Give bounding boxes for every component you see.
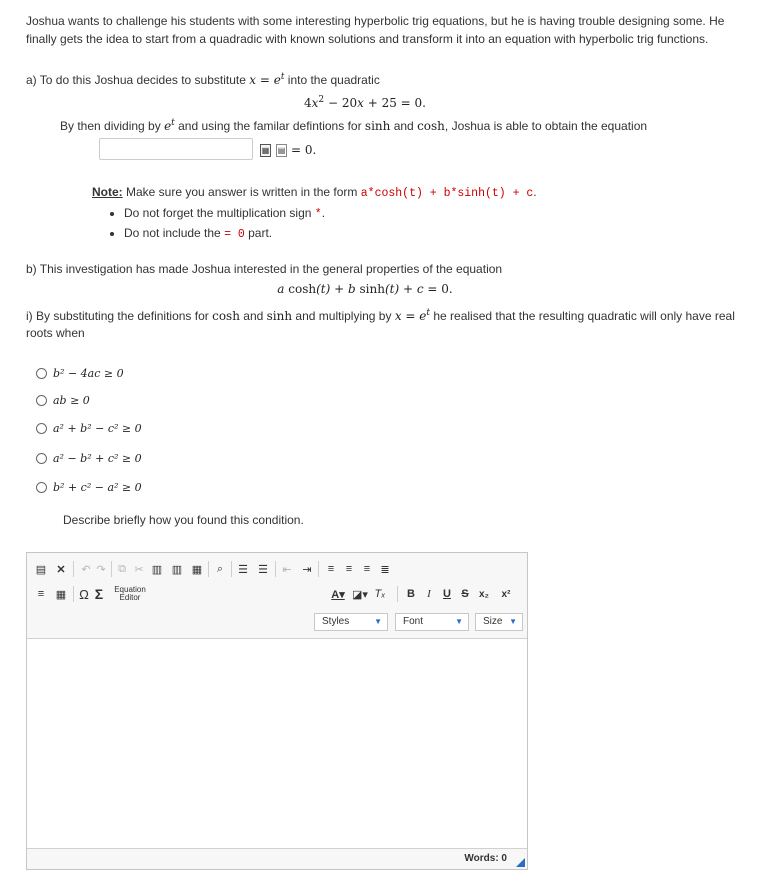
paste-word-icon[interactable]: ▦ xyxy=(191,563,203,576)
option-4[interactable] xyxy=(36,450,142,466)
intro-line-1: Joshua wants to challenge his students with some interesting hyperbolic trig equations, but he is having trouble designing some. He xyxy=(26,14,725,28)
eq-end: = 0. xyxy=(423,282,453,296)
validation-icon[interactable]: ▤ xyxy=(277,146,286,155)
editor-text-area[interactable] xyxy=(27,639,527,849)
cut-icon[interactable]: ✂ xyxy=(134,563,144,576)
part-a-prefix: a) To do this Joshua decides to substitute xyxy=(26,73,250,87)
bullet1-star: * xyxy=(314,208,322,221)
bullet1-text: Do not forget the multiplication sign xyxy=(124,206,315,220)
text-color-icon[interactable]: A▾ xyxy=(331,588,345,601)
align-justify-icon[interactable]: ≣ xyxy=(380,563,390,576)
find-icon[interactable]: ⌕ xyxy=(216,562,224,575)
bulleted-list-icon[interactable]: ☰ xyxy=(258,563,268,576)
i-and: and xyxy=(239,309,267,323)
formula-preview-icon[interactable]: ▦ xyxy=(261,146,270,155)
i-e: e xyxy=(419,309,427,323)
undo-icon[interactable]: ↶ xyxy=(81,563,91,576)
note-list xyxy=(92,204,652,244)
i-t: t xyxy=(426,308,431,318)
editor-statusbar xyxy=(27,848,527,869)
chevron-down-icon: ▼ xyxy=(509,617,517,626)
option-5[interactable] xyxy=(36,479,142,495)
note-text: Make sure you answer is written in the form xyxy=(122,185,361,199)
font-label: Font xyxy=(403,616,424,627)
copy-icon[interactable]: ⧉ xyxy=(118,562,126,575)
styles-label: Styles xyxy=(322,616,350,627)
option-1-radio[interactable] xyxy=(36,368,47,379)
option-4-radio[interactable] xyxy=(36,453,47,464)
redo-icon[interactable]: ↷ xyxy=(96,563,106,576)
align-left-icon[interactable]: ≡ xyxy=(327,563,335,575)
eq-plus2: + xyxy=(399,282,417,296)
equation-editor-l2: Editor xyxy=(119,593,141,602)
i-eq: = xyxy=(401,309,420,323)
sub-t: t xyxy=(280,72,285,82)
styles-select[interactable] xyxy=(314,613,388,631)
eq-sinh: sinh xyxy=(355,282,385,296)
source-icon[interactable]: ▤ xyxy=(35,563,47,576)
table-icon[interactable]: ▦ xyxy=(55,588,67,601)
option-3[interactable] xyxy=(36,420,142,436)
answer-input[interactable] xyxy=(99,138,253,160)
dividing-text xyxy=(60,118,647,133)
eq-t2: (t) xyxy=(384,282,400,296)
option-1[interactable] xyxy=(36,365,124,381)
horizontal-rule-icon[interactable]: ≡ xyxy=(37,588,45,600)
subscript-button[interactable]: x₂ xyxy=(478,588,489,600)
equals-zero: = 0. xyxy=(291,143,317,157)
option-4-label: a² − b² + c² ≥ 0 xyxy=(53,451,142,465)
strike-button[interactable]: S xyxy=(461,588,469,600)
eq-a: a xyxy=(277,282,285,296)
sub-var: x xyxy=(249,73,257,87)
eq-t1: (t) xyxy=(316,282,331,296)
paste-text-icon[interactable]: ▥ xyxy=(171,563,183,576)
part-b-i-line1 xyxy=(26,305,746,325)
quad-end: + 25 = 0. xyxy=(363,96,426,110)
dividing-post: , Joshua is able to obtain the equation xyxy=(444,119,648,133)
size-label: Size xyxy=(483,616,503,627)
bullet1-end: . xyxy=(321,206,326,220)
dividing-e: e xyxy=(164,119,172,133)
paste-icon[interactable]: ▥ xyxy=(151,563,163,576)
eq-b: b xyxy=(347,282,356,296)
note-block xyxy=(92,185,652,244)
option-1-label: b² − 4ac ≥ 0 xyxy=(53,366,124,380)
and-word: and xyxy=(390,119,418,133)
resize-handle-icon[interactable] xyxy=(516,858,525,867)
equation-editor-l1: Equation xyxy=(114,585,146,594)
option-3-label: a² + b² − c² ≥ 0 xyxy=(53,421,142,435)
quad-mid: − 20 xyxy=(324,96,358,110)
equation-editor-button[interactable] xyxy=(108,583,152,605)
bullet2-end: part. xyxy=(244,226,273,240)
i-x: x xyxy=(394,309,402,323)
i-post: he realised that the resulting quadratic will only have real xyxy=(430,309,735,323)
eq-cosh: cosh xyxy=(284,282,317,296)
note-bullet-1 xyxy=(124,204,652,224)
i-cosh: cosh xyxy=(212,309,240,323)
option-2-radio[interactable] xyxy=(36,395,47,406)
option-5-radio[interactable] xyxy=(36,482,47,493)
chevron-down-icon: ▼ xyxy=(374,617,382,626)
i-mid: and multiplying by xyxy=(292,309,395,323)
size-select[interactable] xyxy=(475,613,523,631)
bold-button[interactable]: B xyxy=(407,588,415,600)
align-right-icon[interactable]: ≡ xyxy=(363,563,371,575)
note-end: . xyxy=(533,185,537,199)
part-a-intro xyxy=(26,72,380,87)
intro-text xyxy=(26,12,746,48)
font-select[interactable] xyxy=(395,613,469,631)
note-line xyxy=(92,185,652,200)
sub-e: e xyxy=(273,73,281,87)
sinh-term: sinh xyxy=(364,119,391,133)
quad-x: x xyxy=(311,96,319,110)
rich-text-editor xyxy=(26,552,528,870)
quad-a: 4 xyxy=(304,96,312,110)
quad-sq: 2 xyxy=(318,95,325,105)
i-sinh: sinh xyxy=(266,309,293,323)
quadratic-equation xyxy=(0,95,730,110)
i-pre: i) By substituting the definitions for xyxy=(26,309,213,323)
option-5-label: b² + c² − a² ≥ 0 xyxy=(53,480,142,494)
italic-button[interactable]: I xyxy=(427,588,431,600)
underline-button[interactable]: U xyxy=(443,588,451,600)
dividing-mid: and using the familar defintions for xyxy=(174,119,365,133)
option-2[interactable] xyxy=(36,392,90,408)
numbered-list-icon[interactable]: ☰ xyxy=(238,563,248,576)
describe-prompt: Describe briefly how you found this condition. xyxy=(63,513,304,527)
chevron-down-icon: ▼ xyxy=(455,617,463,626)
note-code: a*cosh(t) + b*sinh(t) + c xyxy=(360,187,534,200)
editor-toolbar xyxy=(27,553,527,639)
indent-icon[interactable]: ⇥ xyxy=(302,563,312,576)
maximize-icon[interactable]: ✕ xyxy=(56,563,66,576)
part-b-i xyxy=(26,305,746,342)
bullet2-text: Do not include the xyxy=(124,226,225,240)
quad-x2: x xyxy=(357,96,364,110)
dividing-pre: By then dividing by xyxy=(60,119,165,133)
dividing-t: t xyxy=(171,118,175,128)
eq-plus: + xyxy=(330,282,348,296)
outdent-icon[interactable]: ⇤ xyxy=(282,563,292,576)
cosh-term: cosh xyxy=(417,119,445,133)
bg-color-icon[interactable]: ◪▾ xyxy=(352,588,368,601)
word-count: Words: 0 xyxy=(464,853,507,864)
part-a-suffix: into the quadratic xyxy=(284,73,380,87)
special-char-button[interactable]: Ω xyxy=(79,586,89,602)
sigma-icon[interactable]: Σ xyxy=(94,586,104,602)
note-label: Note: xyxy=(92,185,123,199)
note-bullet-2 xyxy=(124,224,652,244)
option-3-radio[interactable] xyxy=(36,423,47,434)
eq-c: c xyxy=(416,282,424,296)
general-equation xyxy=(0,282,730,296)
part-b-intro: b) This investigation has made Joshua interested in the general properties of the equation xyxy=(26,262,503,276)
superscript-button[interactable]: x² xyxy=(501,588,511,600)
option-2-label: ab ≥ 0 xyxy=(53,393,90,407)
intro-line-2: finally gets the idea to start from a quadradic with known solutions and transform it into an equation with hyperbolic trig functions. xyxy=(26,32,709,46)
remove-format-icon[interactable]: Tₓ xyxy=(374,588,386,600)
bullet2-code: = 0 xyxy=(224,228,245,241)
part-b-i-line2: roots when xyxy=(26,326,85,340)
sub-eq: = xyxy=(256,73,274,87)
align-center-icon[interactable]: ≡ xyxy=(345,563,353,575)
